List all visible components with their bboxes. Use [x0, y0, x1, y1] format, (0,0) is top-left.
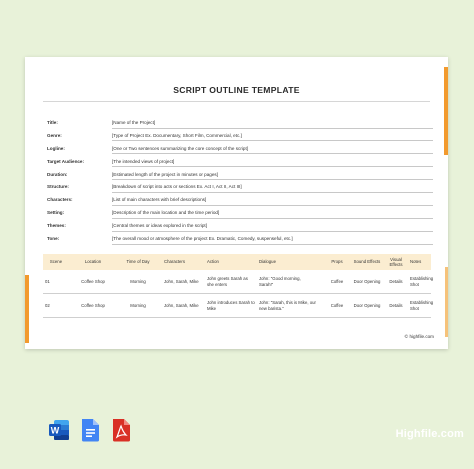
google-docs-icon[interactable]	[79, 418, 101, 442]
app-icons	[48, 418, 132, 442]
table-row	[43, 294, 434, 318]
field-value[interactable]: [Breakdown of script into acts or sections Ex. Act I, Act II, Act III]	[112, 184, 242, 190]
field-logline	[43, 146, 433, 159]
field-underline	[112, 205, 433, 206]
cell-visual-effects: Details	[389, 278, 403, 284]
field-underline	[112, 192, 433, 193]
field-value[interactable]: [Central themes or ideas explored in the script]	[112, 223, 207, 229]
table-header-row	[43, 254, 431, 270]
field-value[interactable]: [Type of Project Ex. Documentary, Short Film, Commercial, etc.]	[112, 132, 242, 138]
field-target-audience	[43, 159, 433, 172]
cell-location: Coffee Shop	[81, 302, 105, 308]
field-value[interactable]: [One or Two sentences summarizing the core concept of the script]	[112, 145, 249, 151]
cell-characters: John, Sarah, Mike	[164, 302, 199, 308]
column-header-scene: Scene	[49, 259, 63, 265]
copyright-symbol: ©	[404, 335, 409, 340]
word-icon[interactable]	[48, 418, 70, 442]
field-underline	[112, 128, 433, 129]
field-label: Setting:	[47, 210, 65, 216]
cell-action: John introduces Sarah to Mike	[207, 300, 255, 311]
svg-text:W: W	[50, 425, 60, 436]
field-label: Genre:	[47, 132, 62, 138]
pdf-icon[interactable]	[110, 418, 132, 442]
document-title: SCRIPT OUTLINE TEMPLATE	[173, 85, 300, 95]
column-header-notes: Notes	[410, 259, 422, 265]
field-label: Themes:	[47, 223, 66, 229]
field-genre	[43, 133, 433, 146]
cell-sound-effects: Door Opening	[353, 302, 381, 308]
cell-dialogue: John: "Sarah, this is Mike, our new barista."	[259, 300, 316, 311]
field-value[interactable]: [Description of the main location and the time period]	[112, 210, 220, 216]
cell-dialogue: John: "Good morning, Sarah!"	[259, 276, 301, 287]
field-themes	[43, 223, 433, 236]
field-underline	[112, 218, 433, 219]
field-underline	[112, 244, 433, 245]
field-label: Characters:	[47, 197, 73, 203]
accent-bar-left	[25, 275, 29, 343]
cell-location: Coffee Shop	[81, 278, 105, 284]
field-underline	[112, 179, 433, 180]
column-header-time-of-day: Time of Day	[126, 259, 150, 265]
field-underline	[112, 231, 433, 232]
column-header-action: Action	[207, 259, 219, 265]
field-structure	[43, 184, 433, 197]
field-label: Structure:	[47, 184, 69, 190]
accent-bar-right	[444, 67, 448, 155]
field-label: Tone:	[47, 236, 60, 242]
cell-sound-effects: Door Opening	[353, 278, 381, 284]
field-underline	[112, 166, 433, 167]
cell-characters: John, Sarah, Mike	[164, 278, 199, 284]
cell-action: John greets Sarah as she enters	[207, 276, 248, 287]
field-characters	[43, 197, 433, 210]
cell-props: Coffee	[330, 278, 344, 284]
field-duration	[43, 172, 433, 185]
table-row	[43, 270, 434, 294]
cell-time-of-day: Morning	[130, 302, 146, 308]
column-header-visual-effects: Visual Effects	[389, 256, 403, 267]
cell-notes: Establishing Shot	[410, 300, 434, 311]
column-header-props: Props	[331, 259, 343, 265]
brand-watermark: Highfile.com	[395, 428, 464, 440]
field-title	[43, 120, 433, 133]
field-value[interactable]: [List of main characters with brief descriptions]	[112, 197, 207, 203]
fields-section	[43, 120, 433, 249]
title-divider	[43, 101, 430, 102]
field-value[interactable]: [Estimated length of the project in minutes or pages]	[112, 171, 218, 177]
field-label: Duration:	[47, 171, 68, 177]
scene-table	[43, 254, 434, 318]
cell-scene: 02	[45, 302, 50, 308]
cell-scene: 01	[45, 278, 50, 284]
field-value[interactable]: [Name of the Project]	[112, 120, 156, 125]
field-value[interactable]: [The intended views of project]	[112, 158, 175, 164]
cell-time-of-day: Morning	[130, 278, 146, 284]
cell-props: Coffee	[330, 302, 344, 308]
field-label: Title:	[47, 120, 58, 125]
accent-bar-right-lower	[445, 267, 448, 337]
cell-notes: Establishing Shot	[410, 276, 434, 287]
column-header-dialogue: Dialogue	[259, 259, 276, 265]
document-page	[25, 57, 448, 349]
field-setting	[43, 210, 433, 223]
field-label: Logline:	[47, 145, 65, 151]
footer-text: highfile.com	[409, 334, 434, 339]
column-header-characters: Characters	[164, 259, 186, 265]
field-underline	[112, 140, 433, 141]
column-header-location: Location	[84, 259, 102, 265]
field-tone	[43, 236, 433, 249]
field-underline	[112, 153, 433, 154]
field-value[interactable]: [The overall mood or atmosphere of the project Ex. Dramatic, Comedy, suspenseful, etc.]	[112, 236, 293, 242]
cell-visual-effects: Details	[389, 302, 403, 308]
field-label: Target Audience:	[47, 158, 85, 164]
column-header-sound-effects: Sound Effects	[353, 259, 381, 265]
footer-watermark	[405, 334, 434, 340]
